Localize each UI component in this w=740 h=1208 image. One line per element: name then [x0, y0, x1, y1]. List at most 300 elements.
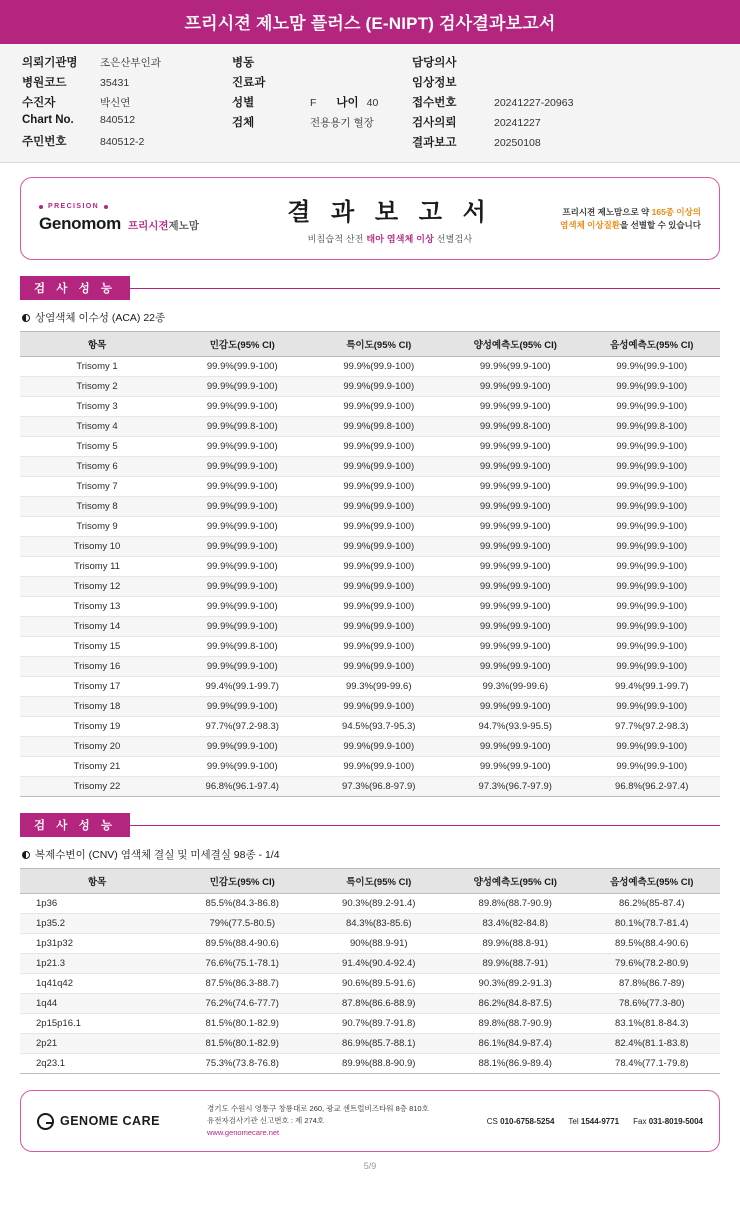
field-value: 840512-2	[100, 136, 145, 148]
row-value-cell: 88.1%(86.9-89.4)	[447, 1054, 584, 1074]
cs-value: 010-6758-5254	[500, 1116, 555, 1126]
field-value: 35431	[100, 77, 130, 89]
row-value-cell: 99.9%(99.9-100)	[311, 457, 448, 477]
field-value: 전용용기 혈장	[310, 117, 374, 129]
row-value-cell: 99.9%(99.9-100)	[584, 397, 721, 417]
row-value-cell: 99.9%(99.9-100)	[174, 397, 311, 417]
table-row	[20, 677, 720, 697]
table-header-row	[20, 332, 720, 357]
report-card-title: 결 과 보 고 서	[287, 199, 493, 226]
report-card-note	[526, 206, 701, 232]
table-row	[20, 397, 720, 417]
table-row	[20, 1014, 720, 1034]
table-row	[20, 974, 720, 994]
section-tag: 검 사 성 능	[20, 813, 130, 837]
column-header: 특이도(95% CI)	[311, 869, 448, 894]
table-row	[20, 954, 720, 974]
row-value-cell: 99.9%(99.9-100)	[174, 457, 311, 477]
page-title: 프리시젼 제노맘 플러스 (E-NIPT) 검사결과보고서	[184, 14, 556, 33]
row-value-cell: 99.9%(99.9-100)	[311, 597, 448, 617]
row-label-cell: 1p31p32	[20, 934, 174, 954]
row-value-cell: 99.9%(99.9-100)	[311, 537, 448, 557]
row-value-cell: 99.9%(99.9-100)	[447, 457, 584, 477]
section-tag: 검 사 성 능	[20, 276, 130, 300]
half-circle-icon	[22, 314, 30, 322]
row-value-cell: 90.6%(89.5-91.6)	[311, 974, 448, 994]
company-contact	[487, 1117, 703, 1126]
subtitle-pre: 비침습적 산전	[307, 234, 367, 244]
row-value-cell: 99.9%(99.9-100)	[584, 757, 721, 777]
row-label-cell: Trisomy 8	[20, 497, 174, 517]
patient-field	[232, 114, 412, 130]
row-value-cell: 99.3%(99-99.6)	[311, 677, 448, 697]
row-value-cell: 99.4%(99.1-99.7)	[584, 677, 721, 697]
row-value-cell: 99.9%(99.9-100)	[174, 517, 311, 537]
table-row	[20, 1034, 720, 1054]
column-header: 민감도(95% CI)	[174, 869, 311, 894]
row-value-cell: 99.9%(99.9-100)	[174, 597, 311, 617]
patient-info-column-3	[412, 54, 672, 150]
table-row	[20, 537, 720, 557]
field-label: 결과보고	[412, 137, 457, 149]
row-value-cell: 99.9%(99.9-100)	[311, 577, 448, 597]
row-value-cell: 99.9%(99.9-100)	[447, 477, 584, 497]
row-value-cell: 89.9%(88.8-90.9)	[311, 1054, 448, 1074]
row-label-cell: Trisomy 10	[20, 537, 174, 557]
bullet-dot-icon	[104, 205, 108, 209]
row-value-cell: 80.1%(78.7-81.4)	[584, 914, 721, 934]
fax-contact	[633, 1117, 703, 1126]
tel-contact	[568, 1117, 619, 1126]
row-label-cell: 1q41q42	[20, 974, 174, 994]
row-label-cell: Trisomy 15	[20, 637, 174, 657]
row-value-cell: 99.9%(99.9-100)	[174, 537, 311, 557]
row-value-cell: 97.3%(96.7-97.9)	[447, 777, 584, 797]
table-row	[20, 417, 720, 437]
row-value-cell: 99.9%(99.9-100)	[447, 537, 584, 557]
row-value-cell: 99.9%(99.9-100)	[584, 637, 721, 657]
row-value-cell: 99.9%(99.9-100)	[174, 737, 311, 757]
row-value-cell: 99.9%(99.8-100)	[584, 417, 721, 437]
table-row	[20, 497, 720, 517]
report-card-subtitle	[254, 232, 526, 245]
row-value-cell: 99.9%(99.9-100)	[584, 737, 721, 757]
row-value-cell: 99.9%(99.8-100)	[311, 417, 448, 437]
table-row	[20, 657, 720, 677]
field-label: 수진자	[22, 97, 56, 109]
row-label-cell: 2p15p16.1	[20, 1014, 174, 1034]
tel-value: 1544-9771	[580, 1116, 620, 1126]
patient-field	[412, 134, 672, 150]
row-value-cell: 99.9%(99.9-100)	[311, 617, 448, 637]
table-row	[20, 617, 720, 637]
table-row	[20, 777, 720, 797]
row-value-cell: 87.8%(86.6-88.9)	[311, 994, 448, 1014]
row-value-cell: 99.9%(99.9-100)	[174, 357, 311, 377]
row-value-cell: 99.3%(99-99.6)	[447, 677, 584, 697]
company-name: GENOME CARE	[60, 1114, 160, 1128]
brand-name: Genomom	[39, 214, 121, 233]
row-value-cell: 76.6%(75.1-78.1)	[174, 954, 311, 974]
row-value-cell: 81.5%(80.1-82.9)	[174, 1014, 311, 1034]
brand-block	[39, 203, 254, 234]
row-label-cell: Trisomy 5	[20, 437, 174, 457]
table-row	[20, 577, 720, 597]
table-row	[20, 697, 720, 717]
patient-field	[412, 114, 672, 130]
row-value-cell: 89.9%(88.7-91)	[447, 954, 584, 974]
row-value-cell: 99.9%(99.8-100)	[174, 637, 311, 657]
field-label: 주민번호	[22, 136, 67, 148]
brand-precision-line	[39, 203, 254, 210]
row-label-cell: Trisomy 9	[20, 517, 174, 537]
subtitle-bold: 태아 염색체 이상	[366, 234, 435, 244]
section-cnv	[20, 813, 720, 1074]
field-label: 검사의뢰	[412, 117, 457, 129]
field-value: 박신연	[100, 97, 131, 109]
tel-label: Tel	[568, 1116, 579, 1126]
patient-field	[22, 114, 232, 129]
row-value-cell: 94.5%(93.7-95.3)	[311, 717, 448, 737]
report-header-card	[20, 177, 720, 260]
row-label-cell: Trisomy 19	[20, 717, 174, 737]
row-value-cell: 79.6%(78.2-80.9)	[584, 954, 721, 974]
row-value-cell: 99.9%(99.9-100)	[584, 597, 721, 617]
table-row	[20, 717, 720, 737]
field-label: 담당의사	[412, 57, 457, 69]
row-label-cell: 1p35.2	[20, 914, 174, 934]
section-subtitle: 상염색체 이수성 (ACA) 22종	[35, 312, 166, 324]
field-value: F	[310, 97, 317, 109]
row-value-cell: 99.9%(99.9-100)	[447, 657, 584, 677]
row-label-cell: 2p21	[20, 1034, 174, 1054]
patient-info-column-2	[232, 54, 412, 150]
cs-contact	[487, 1117, 555, 1126]
row-value-cell: 99.9%(99.9-100)	[584, 497, 721, 517]
row-value-cell: 99.9%(99.9-100)	[311, 637, 448, 657]
address-line-2: 유전자검사기관 신고번호 : 제 274호	[207, 1116, 325, 1125]
table-row	[20, 914, 720, 934]
row-label-cell: Trisomy 4	[20, 417, 174, 437]
field-value: 조은산부인과	[100, 57, 161, 69]
section-heading	[20, 276, 720, 300]
row-value-cell: 79%(77.5-80.5)	[174, 914, 311, 934]
patient-field	[22, 74, 232, 90]
page-number: 5/9	[363, 1161, 377, 1171]
cnv-table-body	[20, 894, 720, 1074]
genome-care-mark-icon	[37, 1113, 54, 1130]
row-value-cell: 89.8%(88.7-90.9)	[447, 1014, 584, 1034]
field-label: 병원코드	[22, 77, 67, 89]
column-header: 음성예측도(95% CI)	[584, 332, 721, 357]
row-value-cell: 99.9%(99.9-100)	[584, 617, 721, 637]
row-value-cell: 81.5%(80.1-82.9)	[174, 1034, 311, 1054]
bullet-dot-icon	[39, 205, 43, 209]
row-value-cell: 99.9%(99.9-100)	[311, 397, 448, 417]
row-value-cell: 99.9%(99.9-100)	[447, 617, 584, 637]
row-value-cell: 83.4%(82-84.8)	[447, 914, 584, 934]
row-value-cell: 99.9%(99.9-100)	[584, 517, 721, 537]
field-label: 임상정보	[412, 77, 457, 89]
row-value-cell: 99.9%(99.9-100)	[311, 377, 448, 397]
field-value: 840512	[100, 114, 136, 126]
table-row	[20, 357, 720, 377]
field-value: 20250108	[494, 137, 541, 149]
note-highlight-count: 165종 이상의	[651, 206, 701, 217]
patient-field-sex-age	[232, 94, 412, 110]
table-header-row	[20, 869, 720, 894]
row-value-cell: 86.2%(84.8-87.5)	[447, 994, 584, 1014]
company-website-link[interactable]: www.genomecare.net	[207, 1128, 280, 1137]
field-label: 의뢰기관명	[22, 57, 78, 69]
brand-name-kr	[128, 218, 199, 233]
row-value-cell: 89.5%(88.4-90.6)	[584, 934, 721, 954]
fax-label: Fax	[633, 1116, 647, 1126]
table-row	[20, 477, 720, 497]
patient-field	[412, 74, 672, 90]
address-line-1: 경기도 수원시 영통구 창룡대로 260, 광교 센트럴비즈타워 8층 810호	[207, 1104, 429, 1113]
patient-info-column-1	[22, 54, 232, 150]
table-row	[20, 377, 720, 397]
row-value-cell: 99.9%(99.9-100)	[174, 377, 311, 397]
table-row	[20, 637, 720, 657]
row-value-cell: 99.9%(99.9-100)	[174, 617, 311, 637]
row-value-cell: 86.9%(85.7-88.1)	[311, 1034, 448, 1054]
row-value-cell: 99.9%(99.9-100)	[311, 657, 448, 677]
row-value-cell: 85.5%(84.3-86.8)	[174, 894, 311, 914]
row-value-cell: 99.9%(99.9-100)	[584, 437, 721, 457]
row-value-cell: 97.3%(96.8-97.9)	[311, 777, 448, 797]
table-row	[20, 757, 720, 777]
row-label-cell: Trisomy 2	[20, 377, 174, 397]
column-header: 민감도(95% CI)	[174, 332, 311, 357]
row-value-cell: 89.5%(88.4-90.6)	[174, 934, 311, 954]
row-value-cell: 99.9%(99.9-100)	[584, 537, 721, 557]
section-aca	[20, 276, 720, 797]
note-brand: 프리시젼 제노맘	[562, 206, 623, 217]
table-row	[20, 557, 720, 577]
note-mid: 으로 약	[622, 206, 652, 217]
field-label-age: 나이	[336, 97, 359, 109]
section-rule	[130, 825, 720, 826]
row-value-cell: 99.9%(99.9-100)	[174, 577, 311, 597]
patient-field	[412, 94, 672, 110]
row-value-cell: 99.9%(99.9-100)	[584, 697, 721, 717]
brand-name-line	[39, 214, 254, 234]
row-label-cell: Trisomy 6	[20, 457, 174, 477]
field-label: 접수번호	[412, 97, 457, 109]
table-row	[20, 894, 720, 914]
row-value-cell: 84.3%(83-85.6)	[311, 914, 448, 934]
row-label-cell: Trisomy 17	[20, 677, 174, 697]
row-value-cell: 89.9%(88.8-91)	[447, 934, 584, 954]
table-row	[20, 437, 720, 457]
row-label-cell: 1p36	[20, 894, 174, 914]
note-highlight-disease: 염색체 이상질환	[560, 219, 620, 230]
row-value-cell: 90.7%(89.7-91.8)	[311, 1014, 448, 1034]
row-value-cell: 75.3%(73.8-76.8)	[174, 1054, 311, 1074]
row-value-cell: 99.9%(99.9-100)	[174, 497, 311, 517]
row-value-cell: 99.9%(99.9-100)	[447, 437, 584, 457]
row-value-cell: 89.8%(88.7-90.9)	[447, 894, 584, 914]
row-value-cell: 99.9%(99.9-100)	[584, 457, 721, 477]
cs-label: CS	[486, 1116, 498, 1126]
patient-field	[22, 54, 232, 70]
aca-performance-table	[20, 331, 720, 797]
fax-value: 031-8019-5004	[648, 1116, 703, 1126]
field-label: 성별	[232, 97, 255, 109]
row-value-cell: 97.7%(97.2-98.3)	[584, 717, 721, 737]
row-label-cell: 2q23.1	[20, 1054, 174, 1074]
row-value-cell: 99.9%(99.9-100)	[447, 557, 584, 577]
brand-kr-pink: 프리시젼	[127, 220, 169, 232]
field-label: 병동	[232, 57, 255, 69]
row-value-cell: 99.9%(99.9-100)	[584, 557, 721, 577]
row-value-cell: 99.9%(99.9-100)	[447, 697, 584, 717]
row-value-cell: 99.9%(99.9-100)	[311, 557, 448, 577]
row-value-cell: 99.9%(99.9-100)	[447, 737, 584, 757]
footer-card	[20, 1090, 720, 1152]
row-value-cell: 99.9%(99.9-100)	[311, 517, 448, 537]
column-header: 양성예측도(95% CI)	[447, 869, 584, 894]
row-label-cell: Trisomy 7	[20, 477, 174, 497]
row-value-cell: 96.8%(96.1-97.4)	[174, 777, 311, 797]
field-label: Chart No.	[22, 114, 74, 126]
row-value-cell: 87.5%(86.3-88.7)	[174, 974, 311, 994]
row-value-cell: 99.9%(99.9-100)	[311, 757, 448, 777]
patient-field	[22, 133, 232, 149]
section-rule	[130, 288, 720, 289]
row-label-cell: Trisomy 18	[20, 697, 174, 717]
row-value-cell: 99.9%(99.9-100)	[584, 657, 721, 677]
column-header: 특이도(95% CI)	[311, 332, 448, 357]
row-value-cell: 99.9%(99.8-100)	[174, 417, 311, 437]
row-label-cell: Trisomy 3	[20, 397, 174, 417]
row-label-cell: 1p21.3	[20, 954, 174, 974]
row-value-cell: 90.3%(89.2-91.4)	[311, 894, 448, 914]
row-value-cell: 99.9%(99.9-100)	[311, 697, 448, 717]
row-label-cell: Trisomy 12	[20, 577, 174, 597]
row-label-cell: Trisomy 22	[20, 777, 174, 797]
section-heading	[20, 813, 720, 837]
row-value-cell: 86.2%(85-87.4)	[584, 894, 721, 914]
row-value-cell: 78.4%(77.1-79.8)	[584, 1054, 721, 1074]
row-value-cell: 99.9%(99.9-100)	[584, 477, 721, 497]
row-label-cell: Trisomy 1	[20, 357, 174, 377]
table-row	[20, 597, 720, 617]
row-value-cell: 99.9%(99.9-100)	[174, 437, 311, 457]
row-value-cell: 99.9%(99.9-100)	[174, 697, 311, 717]
patient-field	[22, 94, 232, 110]
table-row	[20, 737, 720, 757]
row-value-cell: 99.9%(99.9-100)	[447, 377, 584, 397]
brand-kr-grey: 제노맘	[168, 220, 199, 232]
column-header: 양성예측도(95% CI)	[447, 332, 584, 357]
section-subtitle-row	[22, 847, 720, 862]
patient-field	[232, 74, 412, 90]
field-label: 진료과	[232, 77, 266, 89]
note-post: 을 선별할 수 있습니다	[620, 219, 701, 230]
section-subtitle-row	[22, 310, 720, 325]
row-value-cell: 99.9%(99.9-100)	[447, 637, 584, 657]
row-value-cell: 99.9%(99.9-100)	[311, 497, 448, 517]
subtitle-post: 선별검사	[434, 234, 473, 244]
row-value-cell: 99.9%(99.9-100)	[447, 577, 584, 597]
row-label-cell: Trisomy 21	[20, 757, 174, 777]
column-header: 항목	[20, 332, 174, 357]
row-value-cell: 91.4%(90.4-92.4)	[311, 954, 448, 974]
row-value-cell: 99.4%(99.1-99.7)	[174, 677, 311, 697]
row-value-cell: 99.9%(99.9-100)	[584, 577, 721, 597]
row-value-cell: 99.9%(99.8-100)	[447, 417, 584, 437]
row-label-cell: 1q44	[20, 994, 174, 1014]
company-address	[207, 1103, 487, 1139]
table-row	[20, 457, 720, 477]
table-row	[20, 934, 720, 954]
patient-field	[232, 54, 412, 70]
row-value-cell: 99.9%(99.9-100)	[447, 397, 584, 417]
row-value-cell: 99.9%(99.9-100)	[174, 557, 311, 577]
row-value-cell: 99.9%(99.9-100)	[447, 357, 584, 377]
row-label-cell: Trisomy 20	[20, 737, 174, 757]
field-value: 20241227	[494, 117, 541, 129]
row-value-cell: 97.7%(97.2-98.3)	[174, 717, 311, 737]
column-header: 음성예측도(95% CI)	[584, 869, 721, 894]
note-line-1	[526, 206, 701, 219]
row-value-cell: 76.2%(74.6-77.7)	[174, 994, 311, 1014]
row-value-cell: 99.9%(99.9-100)	[584, 357, 721, 377]
row-value-cell: 99.9%(99.9-100)	[447, 497, 584, 517]
row-value-cell: 99.9%(99.9-100)	[311, 477, 448, 497]
row-value-cell: 99.9%(99.9-100)	[584, 377, 721, 397]
row-value-cell: 99.9%(99.9-100)	[447, 597, 584, 617]
row-value-cell: 83.1%(81.8-84.3)	[584, 1014, 721, 1034]
patient-info-panel	[0, 44, 740, 163]
row-value-cell: 99.9%(99.9-100)	[311, 737, 448, 757]
row-value-cell: 86.1%(84.9-87.4)	[447, 1034, 584, 1054]
report-title-bar	[0, 0, 740, 44]
row-label-cell: Trisomy 11	[20, 557, 174, 577]
row-value-cell: 78.6%(77.3-80)	[584, 994, 721, 1014]
patient-field	[412, 54, 672, 70]
row-value-cell: 99.9%(99.9-100)	[174, 657, 311, 677]
half-circle-icon	[22, 851, 30, 859]
row-value-cell: 87.8%(86.7-89)	[584, 974, 721, 994]
aca-table-body	[20, 357, 720, 797]
row-value-cell: 96.8%(96.2-97.4)	[584, 777, 721, 797]
row-value-cell: 90%(88.9-91)	[311, 934, 448, 954]
row-value-cell: 99.9%(99.9-100)	[174, 477, 311, 497]
row-value-cell: 99.9%(99.9-100)	[447, 757, 584, 777]
row-label-cell: Trisomy 13	[20, 597, 174, 617]
row-value-cell: 99.9%(99.9-100)	[311, 437, 448, 457]
brand-precision-label: PRECISION	[48, 203, 100, 210]
row-label-cell: Trisomy 14	[20, 617, 174, 637]
report-card-title-block	[254, 192, 526, 245]
table-row	[20, 517, 720, 537]
row-value-cell: 99.9%(99.9-100)	[447, 517, 584, 537]
field-label: 검체	[232, 117, 255, 129]
row-label-cell: Trisomy 16	[20, 657, 174, 677]
row-value-cell: 90.3%(89.2-91.3)	[447, 974, 584, 994]
section-subtitle: 복제수변이 (CNV) 염색체 결실 및 미세결실 98종 - 1/4	[35, 849, 280, 861]
field-value: 20241227-20963	[494, 97, 574, 109]
row-value-cell: 99.9%(99.9-100)	[174, 757, 311, 777]
row-value-cell: 99.9%(99.9-100)	[311, 357, 448, 377]
cnv-performance-table	[20, 868, 720, 1074]
column-header: 항목	[20, 869, 174, 894]
row-value-cell: 82.4%(81.1-83.8)	[584, 1034, 721, 1054]
